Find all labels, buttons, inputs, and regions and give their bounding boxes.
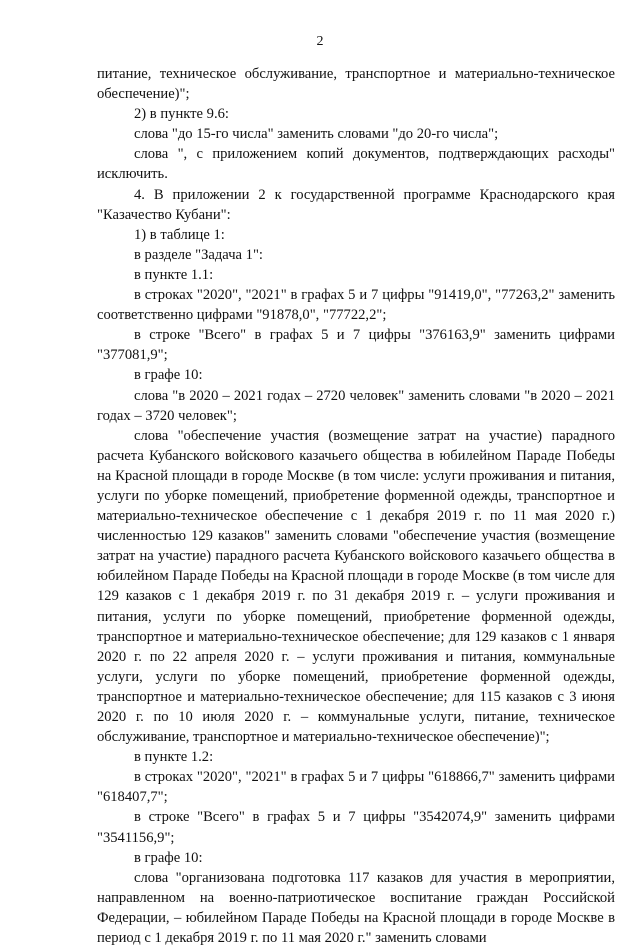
paragraph: слова ", с приложением копий документов, подтверждающих расходы" исключить. [97,146,615,183]
paragraph: 2) в пункте 9.6: [134,106,229,123]
paragraph: в графе 10: [134,367,203,384]
paragraph: в строке "Всего" в графах 5 и 7 цифры "3542074,9" заменить цифрами "3541156,9"; [97,809,615,846]
paragraph: в строках "2020", "2021" в графах 5 и 7 цифры "618866,7" заменить цифрами "618407,7"; [97,769,615,806]
paragraph: питание, техническое обслуживание, транспортное и материально-техническое обеспечение)"; [97,66,615,103]
paragraph: слова "обеспечение участия (возмещение затрат на участие) парадного расчета Кубанского войскового казачьего общества в юбилейном Параде Победы на Красной площади в городе Москве (в том числе: услуги проживания и питания, услуги по уборке помещений, приобретение форменной одежды, транспортное и материально-техническое обеспечение с 1 декабря 2019 г. по 11 мая 2020 г.) численностью 129 казаков" заменить словами "обеспечение участия (возмещение затрат на участие) парадного расчета Кубанского войскового казачьего общества в юбилейном Параде Победы на Красной площади в городе Москве (в том числе для 129 казаков с 1 декабря 2019 г. по 31 декабря 2019 г. – услуги проживания и питания, услуги по уборке помещений, приобретение форменной одежды, транспортное и материально-техническое обеспечение; для 129 казаков с 1 января 2020 г. по 22 апреля 2020 г. – услуги проживания и питания, коммунальные услуги, услуги по уборке помещений, приобретение форменной одежды, транспортное и материально-техническое обеспечение; для 115 казаков с 3 июня 2020 г. по 10 июля 2020 г. – коммунальные услуги, питание, техническое обслуживание, транспортное и материально-техническое обеспечение)"; [97,427,615,746]
paragraph: в строках "2020", "2021" в графах 5 и 7 цифры "91419,0", "77263,2" заменить соответственно цифрами "91878,0", "77722,2"; [97,287,615,324]
paragraph: 4. В приложении 2 к государственной программе Краснодарского края "Казачество Кубани": [97,186,615,223]
paragraph: в графе 10: [134,849,203,866]
paragraph: 1) в таблице 1: [134,226,225,243]
paragraph: в пункте 1.2: [134,749,214,766]
paragraph: слова "до 15-го числа" заменить словами "до 20-го числа"; [134,126,499,143]
paragraph: слова "в 2020 – 2021 годах – 2720 человек" заменить словами "в 2020 – 2021 годах – 3720 человек"; [97,387,615,424]
document-body [97,64,615,948]
paragraph: в разделе "Задача 1": [134,246,263,263]
paragraph: в строке "Всего" в графах 5 и 7 цифры "376163,9" заменить цифрами "377081,9"; [97,327,615,364]
paragraph: слова "организована подготовка 117 казаков для участия в мероприятии, направленном на военно-патриотическое воспитание граждан Российской Федерации, – юбилейном Параде Победы на Красной площади в городе Москве в период с 1 декабря 2019 г. по 11 мая 2020 г." заменить словами [97,869,615,947]
page-number: 2 [316,34,324,49]
paragraph: в пункте 1.1: [134,266,214,283]
